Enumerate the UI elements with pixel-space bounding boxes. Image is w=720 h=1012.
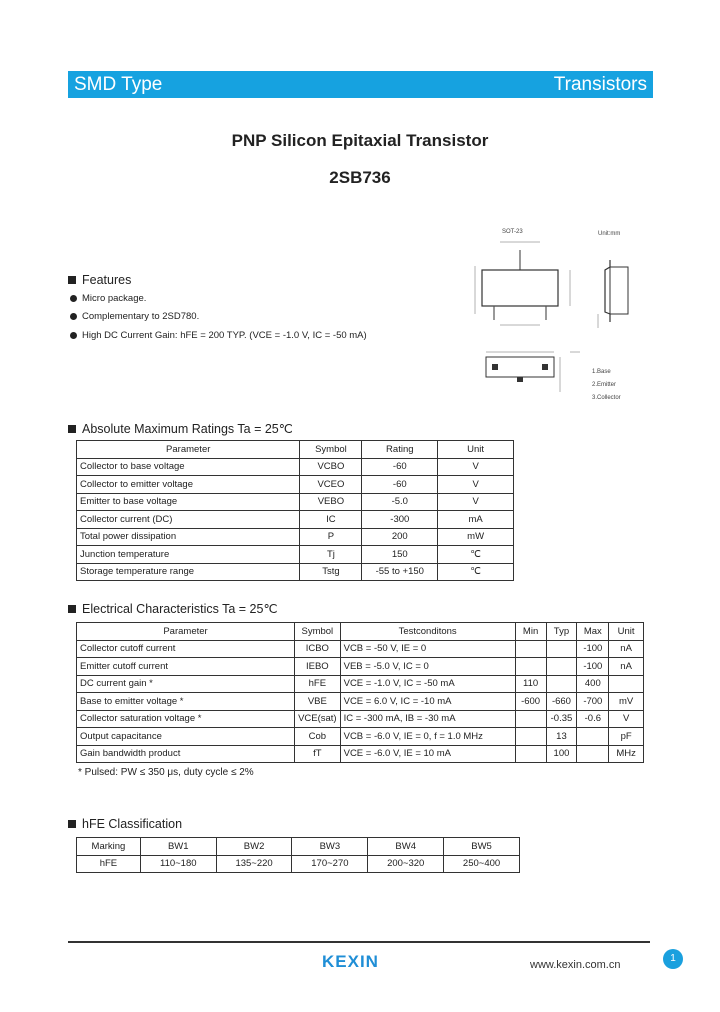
- table-header-cell: Testconditons: [340, 623, 515, 641]
- table-cell: mW: [438, 528, 514, 546]
- table-row: [77, 563, 514, 581]
- table-cell: VBE: [295, 693, 341, 711]
- square-bullet-icon: [68, 820, 76, 828]
- table-cell: 110~180: [140, 855, 216, 873]
- table-row: [77, 675, 644, 693]
- table-cell: VCBO: [300, 458, 362, 476]
- table-cell: VEB = -5.0 V, IC = 0: [340, 658, 515, 676]
- table-cell: 135~220: [216, 855, 292, 873]
- table-header-row: [77, 441, 514, 459]
- table-cell: [515, 728, 546, 746]
- table-cell: ℃: [438, 546, 514, 564]
- table-cell: Base to emitter voltage *: [77, 693, 295, 711]
- table-row: [77, 546, 514, 564]
- square-bullet-icon: [68, 425, 76, 433]
- feature-item: High DC Current Gain: hFE = 200 TYP. (VCE = -1.0 V, IC = -50 mA): [70, 330, 367, 341]
- table-cell: hFE: [77, 855, 141, 873]
- table-header-cell: Unit: [609, 623, 644, 641]
- package-unit: Unit:mm: [598, 231, 621, 237]
- table-cell: MHz: [609, 745, 644, 763]
- table-cell: VCEO: [300, 476, 362, 494]
- table-cell: -5.0: [362, 493, 438, 511]
- table-cell: [515, 640, 546, 658]
- table-cell: Tj: [300, 546, 362, 564]
- table-cell: 250~400: [444, 855, 520, 873]
- table-cell: -55 to +150: [362, 563, 438, 581]
- table-cell: [577, 728, 609, 746]
- hfe-heading: hFE Classification: [68, 817, 182, 831]
- table-cell: [609, 675, 644, 693]
- part-number: 2SB736: [329, 168, 391, 187]
- hfe-table: [76, 837, 520, 873]
- bullet-icon: [70, 295, 77, 302]
- table-cell: nA: [609, 658, 644, 676]
- table-cell: Output capacitance: [77, 728, 295, 746]
- table-cell: Junction temperature: [77, 546, 300, 564]
- table-row: [77, 528, 514, 546]
- table-header-cell: Symbol: [295, 623, 341, 641]
- table-header-cell: Unit: [438, 441, 514, 459]
- table-cell: 400: [577, 675, 609, 693]
- elec-table: [76, 622, 644, 763]
- table-cell: V: [438, 476, 514, 494]
- table-cell: Collector to base voltage: [77, 458, 300, 476]
- table-cell: pF: [609, 728, 644, 746]
- pin-2: 2.Emitter: [592, 382, 617, 388]
- bullet-icon: [70, 313, 77, 320]
- elec-heading: Electrical Characteristics Ta = 25℃: [68, 601, 277, 616]
- table-cell: IC: [300, 511, 362, 529]
- table-cell: Marking: [77, 838, 141, 856]
- table-cell: [546, 675, 577, 693]
- table-cell: Collector current (DC): [77, 511, 300, 529]
- table-cell: mA: [438, 511, 514, 529]
- table-cell: fT: [295, 745, 341, 763]
- table-cell: VCB = -6.0 V, IE = 0, f = 1.0 MHz: [340, 728, 515, 746]
- features-heading: Features: [68, 273, 131, 287]
- kexin-logo: KEXIN: [322, 952, 379, 971]
- table-cell: [546, 640, 577, 658]
- table-cell: 150: [362, 546, 438, 564]
- table-header-cell: Parameter: [77, 441, 300, 459]
- table-cell: ℃: [438, 563, 514, 581]
- table-header-cell: Max: [577, 623, 609, 641]
- table-cell: BW3: [292, 838, 368, 856]
- feature-item: Complementary to 2SD780.: [70, 311, 199, 322]
- table-cell: Collector cutoff current: [77, 640, 295, 658]
- table-cell: DC current gain *: [77, 675, 295, 693]
- table-cell: VCB = -50 V, IE = 0: [340, 640, 515, 658]
- table-cell: -60: [362, 458, 438, 476]
- table-header-cell: Rating: [362, 441, 438, 459]
- table-cell: Storage temperature range: [77, 563, 300, 581]
- table-header-cell: Typ: [546, 623, 577, 641]
- table-cell: IC = -300 mA, IB = -30 mA: [340, 710, 515, 728]
- table-cell: V: [609, 710, 644, 728]
- table-row: [77, 710, 644, 728]
- header-banner: [68, 71, 653, 98]
- header-right: Transistors: [553, 74, 647, 95]
- table-row: [77, 855, 520, 873]
- square-bullet-icon: [68, 276, 76, 284]
- table-cell: V: [438, 493, 514, 511]
- table-row: [77, 728, 644, 746]
- header-left: SMD Type: [74, 74, 163, 95]
- footer-url[interactable]: www.kexin.com.cn: [530, 959, 621, 971]
- table-cell: 170~270: [292, 855, 368, 873]
- table-header-cell: Symbol: [300, 441, 362, 459]
- table-cell: 110: [515, 675, 546, 693]
- table-cell: VEBO: [300, 493, 362, 511]
- abs-max-table: [76, 440, 514, 581]
- table-cell: VCE = 6.0 V, IC = -10 mA: [340, 693, 515, 711]
- page-number: 1: [663, 949, 683, 969]
- table-cell: [515, 745, 546, 763]
- table-cell: nA: [609, 640, 644, 658]
- table-cell: -60: [362, 476, 438, 494]
- pin-3: 3.Collector: [592, 395, 621, 401]
- table-cell: [515, 710, 546, 728]
- doc-title: PNP Silicon Epitaxial Transistor: [231, 131, 489, 150]
- table-cell: Collector saturation voltage *: [77, 710, 295, 728]
- table-cell: [577, 745, 609, 763]
- table-header-row: [77, 623, 644, 641]
- package-drawing: [470, 222, 650, 412]
- table-cell: -660: [546, 693, 577, 711]
- table-cell: Emitter cutoff current: [77, 658, 295, 676]
- table-cell: BW1: [140, 838, 216, 856]
- abs-max-heading: Absolute Maximum Ratings Ta = 25℃: [68, 421, 293, 436]
- table-cell: [515, 658, 546, 676]
- table-cell: IEBO: [295, 658, 341, 676]
- table-cell: Collector to emitter voltage: [77, 476, 300, 494]
- pulse-note: * Pulsed: PW ≤ 350 μs, duty cycle ≤ 2%: [78, 767, 254, 778]
- table-row: [77, 511, 514, 529]
- table-cell: 200: [362, 528, 438, 546]
- table-cell: Tstg: [300, 563, 362, 581]
- table-cell: -0.6: [577, 710, 609, 728]
- table-row: [77, 658, 644, 676]
- pin-1: 1.Base: [592, 369, 611, 375]
- table-cell: [546, 658, 577, 676]
- table-row: [77, 693, 644, 711]
- table-cell: VCE = -6.0 V, IE = 10 mA: [340, 745, 515, 763]
- table-cell: Emitter to base voltage: [77, 493, 300, 511]
- table-cell: BW4: [368, 838, 444, 856]
- table-row: [77, 640, 644, 658]
- table-cell: -0.35: [546, 710, 577, 728]
- package-name: SOT-23: [502, 229, 523, 235]
- table-cell: 200~320: [368, 855, 444, 873]
- table-cell: VCE = -1.0 V, IC = -50 mA: [340, 675, 515, 693]
- table-row: [77, 745, 644, 763]
- table-cell: P: [300, 528, 362, 546]
- table-cell: -300: [362, 511, 438, 529]
- square-bullet-icon: [68, 605, 76, 613]
- table-cell: mV: [609, 693, 644, 711]
- table-cell: -600: [515, 693, 546, 711]
- table-row: [77, 458, 514, 476]
- table-cell: VCE(sat): [295, 710, 341, 728]
- table-cell: Gain bandwidth product: [77, 745, 295, 763]
- table-cell: BW5: [444, 838, 520, 856]
- table-cell: -100: [577, 640, 609, 658]
- table-cell: Total power dissipation: [77, 528, 300, 546]
- table-cell: 100: [546, 745, 577, 763]
- bullet-icon: [70, 332, 77, 339]
- table-cell: Cob: [295, 728, 341, 746]
- table-cell: -700: [577, 693, 609, 711]
- table-row: [77, 476, 514, 494]
- table-row: [77, 838, 520, 856]
- table-cell: ICBO: [295, 640, 341, 658]
- table-header-cell: Min: [515, 623, 546, 641]
- table-cell: 13: [546, 728, 577, 746]
- table-cell: V: [438, 458, 514, 476]
- table-row: [77, 493, 514, 511]
- footer-rule: [68, 941, 650, 943]
- feature-item: Micro package.: [70, 293, 146, 304]
- table-cell: BW2: [216, 838, 292, 856]
- table-header-cell: Parameter: [77, 623, 295, 641]
- table-cell: -100: [577, 658, 609, 676]
- table-cell: hFE: [295, 675, 341, 693]
